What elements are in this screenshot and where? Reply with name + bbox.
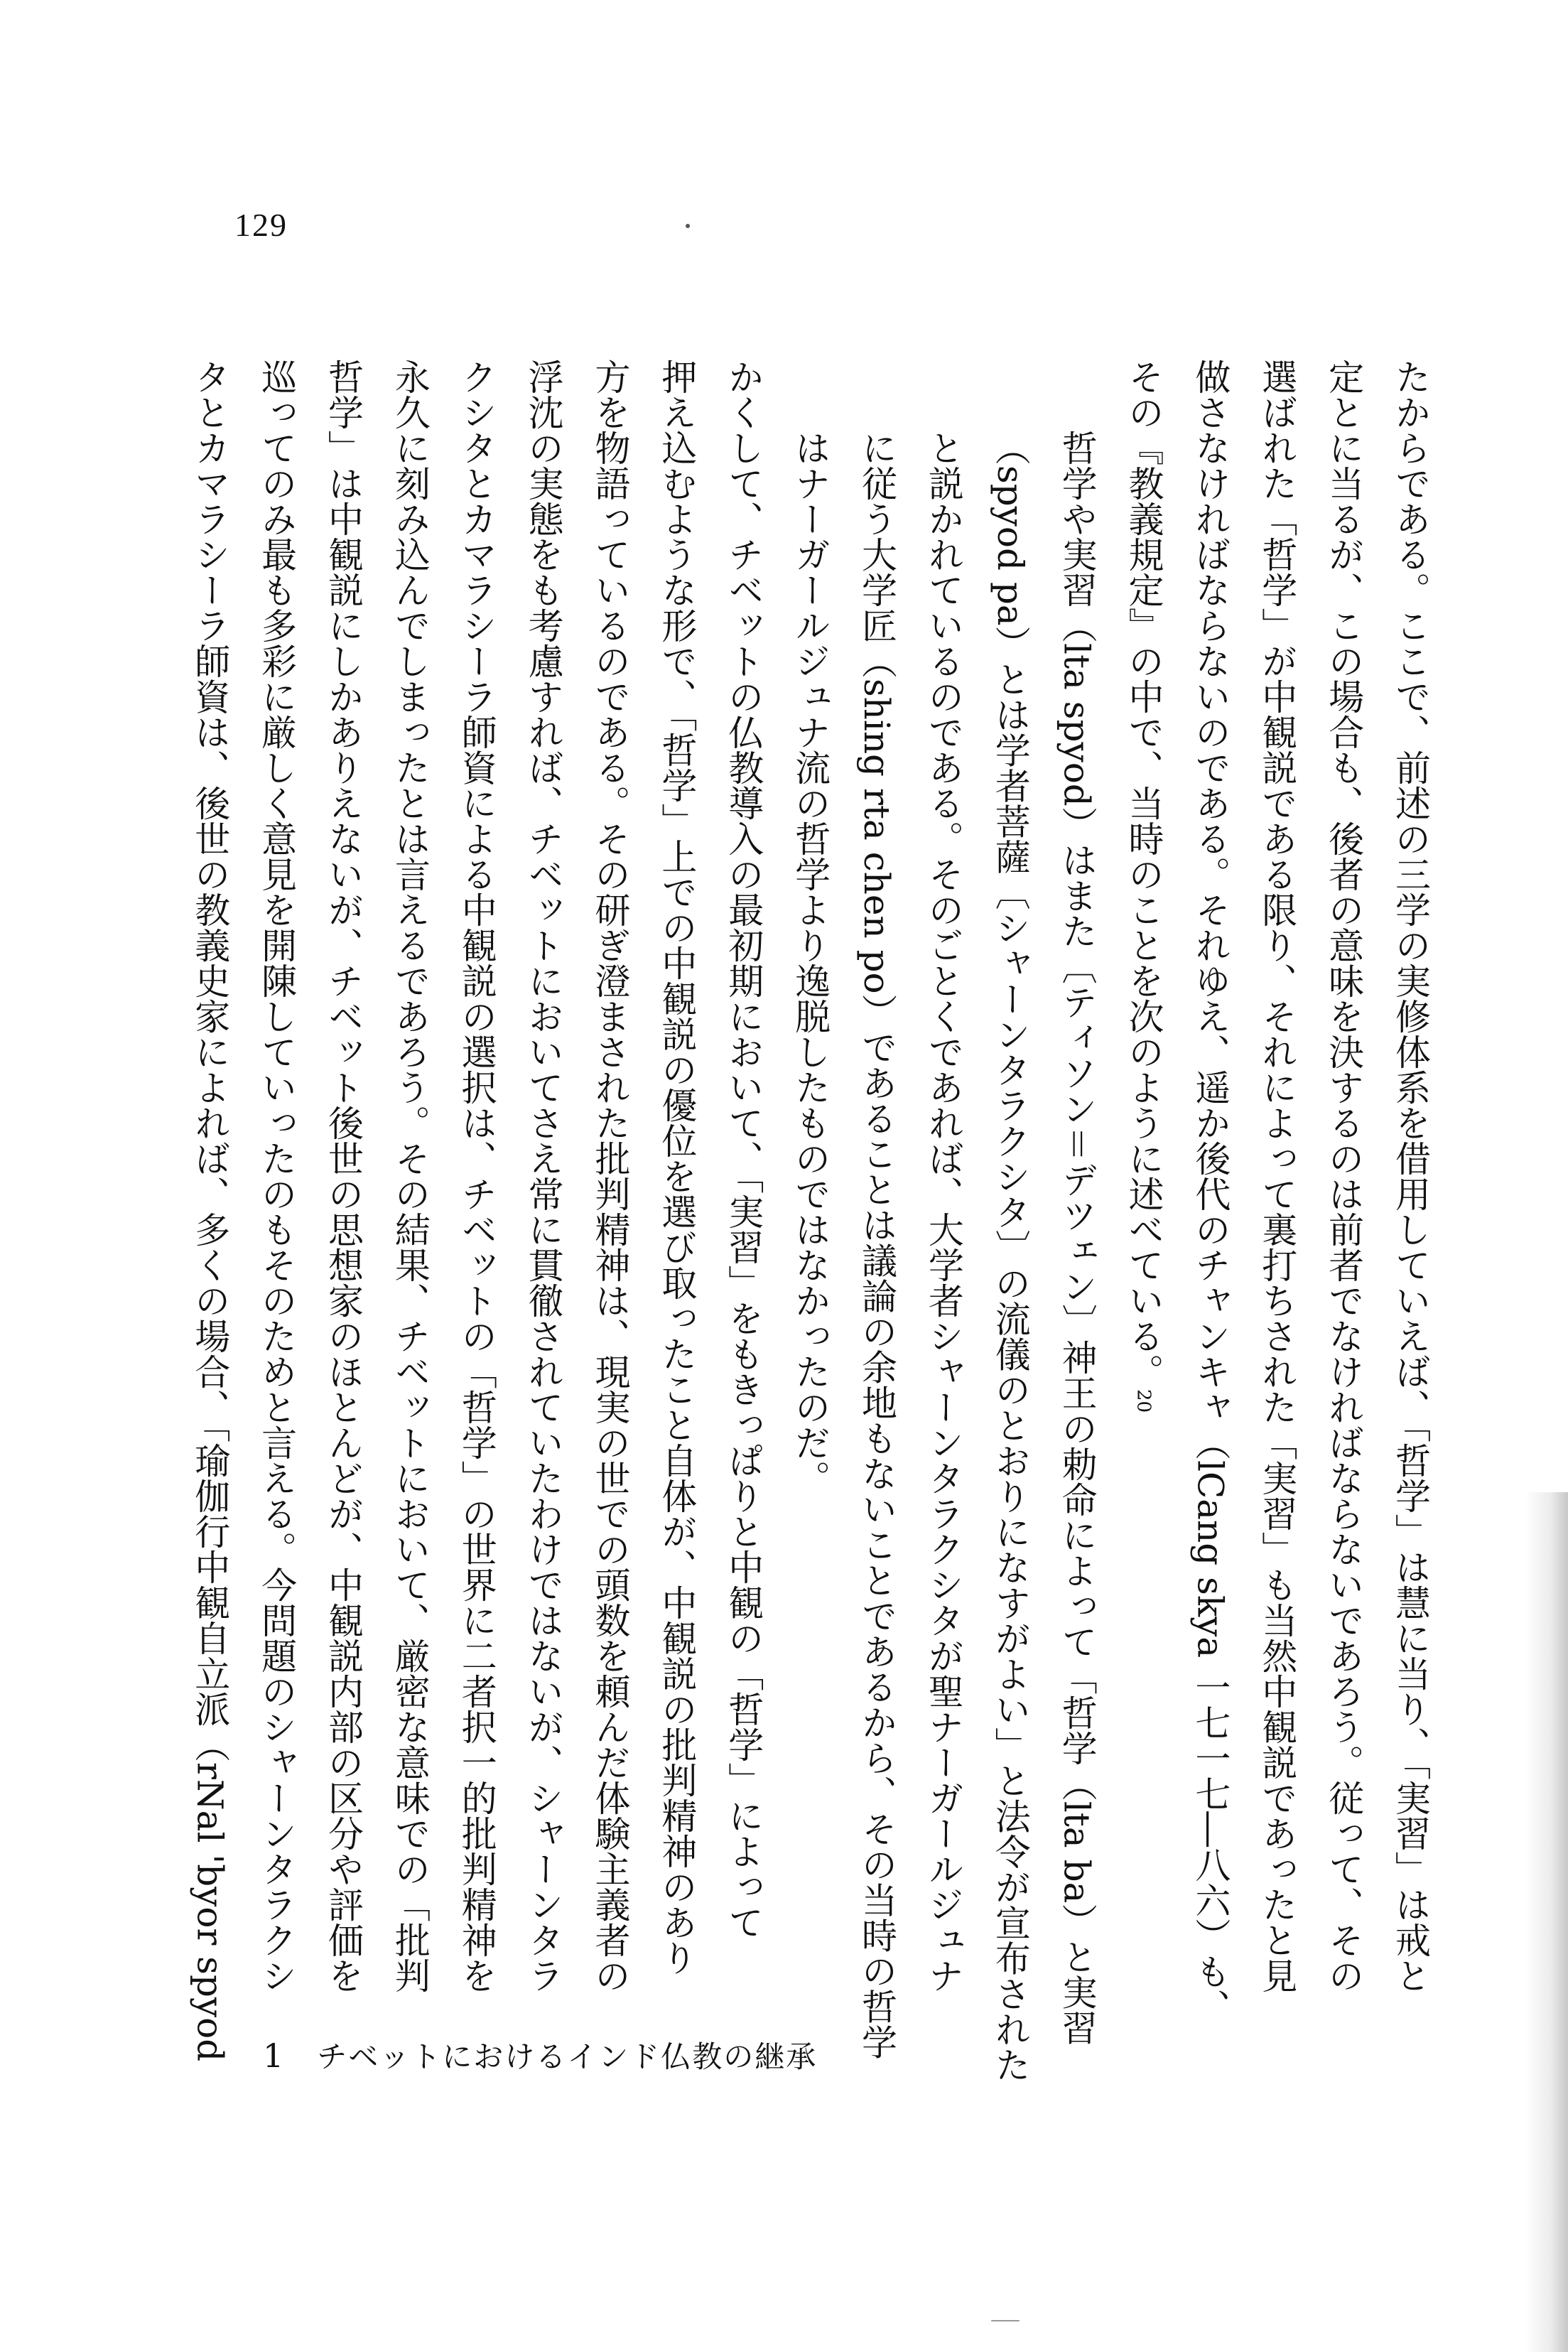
- scan-edge-shadow: [1525, 1492, 1568, 2352]
- scan-speck: [686, 224, 690, 228]
- chapter-number: 1: [263, 2037, 286, 2075]
- text-column-segment: その『教義規定』の中で、当時のことを次のように述べている。: [1123, 359, 1164, 1389]
- chapter-title: チベットにおけるインド仏教の継承: [317, 2039, 818, 2074]
- text-column: 方を物語っているのである。その研ぎ澄まされた批判精神は、現実の世での頭数を頼んだ体験主義者の: [589, 359, 631, 1993]
- quote-column: （spyod pa）とは学者菩薩〔シャーンタラクシタ〕の流儀のとおりになすがよい」と法令が宣布された: [989, 430, 1031, 2083]
- quote-column: に従う大学匠（shing rta chen po）であることは議論の余地もないことであるから、その当時の哲学: [856, 430, 897, 2060]
- scan-speck: [991, 2320, 1020, 2321]
- text-column: 定とに当るが、この場合も、後者の意味を決するのは前者でなければならないであろう。従って、その: [1323, 359, 1365, 1993]
- text-column: 巡ってのみ最も多彩に厳しく意見を開陳していったのもそのためと言える。今問題のシャーンタラクシ: [256, 359, 298, 1993]
- page-number: 129: [234, 207, 288, 243]
- text-column: タとカマラシーラ師資は、後世の教義史家によれば、多くの場合、「瑜伽行中観自立派（rNal 'byor spyod: [189, 359, 231, 2062]
- text-column: クシタとカマラシーラ師資による中観説の選択は、チベットの「哲学」の世界に二者択一的批判精神を: [455, 359, 497, 1993]
- text-column: たからである。ここで、前述の三学の実修体系を借用していえば、「哲学」は慧に当り、「実習」は戒と: [1390, 359, 1431, 1993]
- endnote-marker: 20: [1132, 1389, 1155, 1413]
- quote-column: はナーガールジュナ流の哲学より逸脱したものではなかったのだ。: [789, 430, 831, 1496]
- text-column: 浮沈の実態をも考慮すれば、チベットにおいてさえ常に貫徹されていたわけではないが、シャーンタラ: [522, 359, 564, 1993]
- text-column: 押え込むような形で、「哲学」上での中観説の優位を選び取ったこと自体が、中観説の批判精神のあり: [656, 359, 698, 1975]
- text-column: 哲学」は中観説にしかありえないが、チベット後世の思想家のほとんどが、中観説内部の区分や評価を: [323, 359, 364, 1993]
- quote-column: と説かれているのである。そのごとくであれば、大学者シャーンタラクシタが聖ナーガールジュナ: [922, 430, 964, 1993]
- quote-column: 哲学や実習（lta spyod）はまた〔ティソン＝デツェン〕神王の勅命によって「哲学（lta ba）と実習: [1056, 430, 1098, 2046]
- text-column-with-note: [1123, 359, 1164, 1933]
- running-footer: [263, 2034, 817, 2076]
- text-column: 做さなければならないのである。それゆえ、遥か後代のチャンキャ（lCang skya 一七一七―八六）も、: [1189, 359, 1231, 2025]
- text-column: かくして、チベットの仏教導入の最初期において、「実習」をもきっぱりと中観の「哲学」によって: [723, 359, 764, 1940]
- text-column: 選ばれた「哲学」が中観説である限り、それによって裏打ちされた「実習」も当然中観説であったと見: [1256, 359, 1298, 1993]
- text-column: 永久に刻み込んでしまったとは言えるであろう。その結果、チベットにおいて、厳密な意味での「批判: [389, 359, 431, 1993]
